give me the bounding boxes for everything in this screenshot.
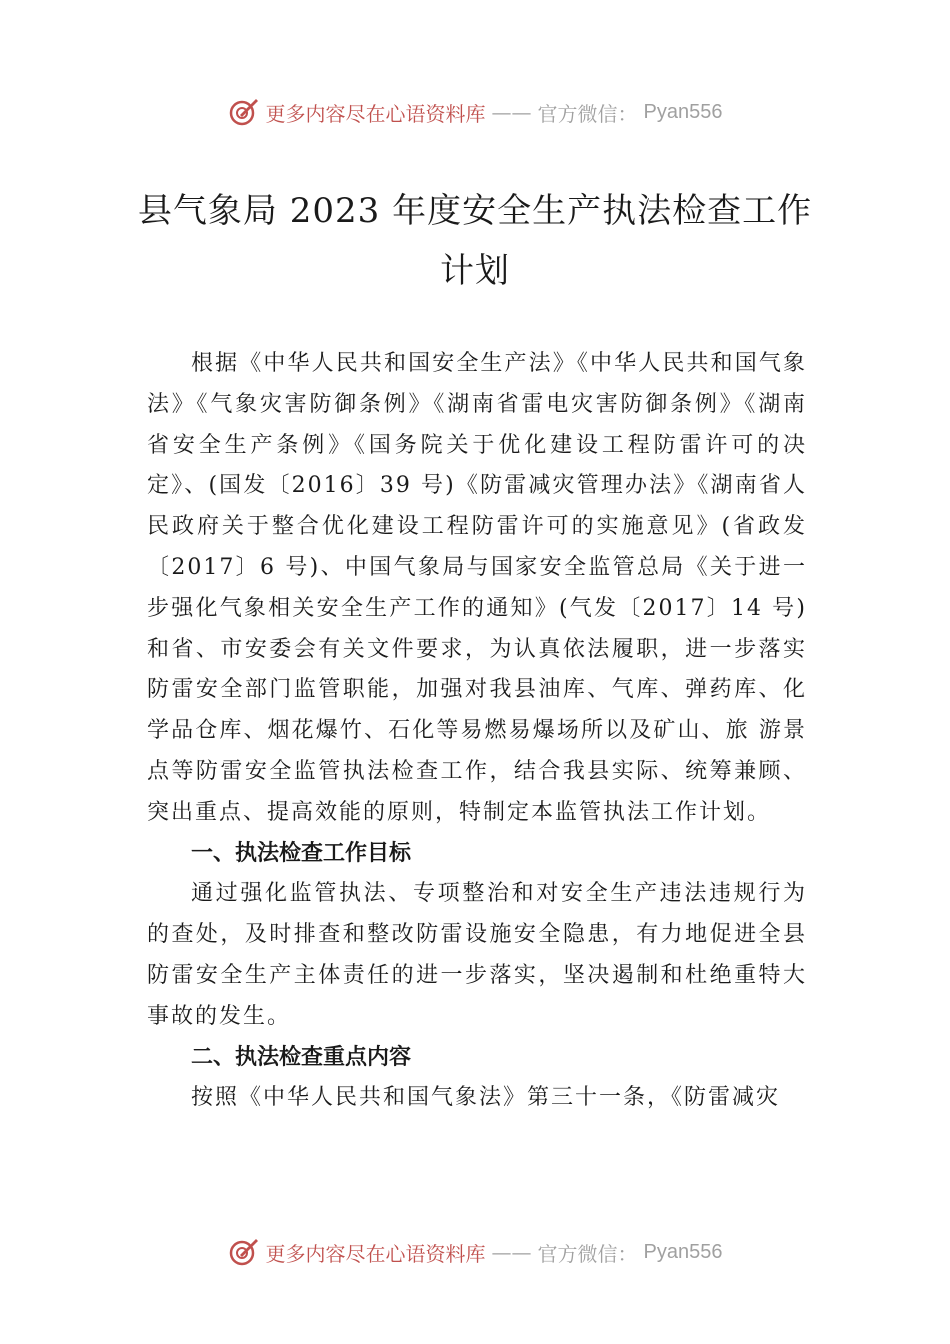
document-title bbox=[100, 181, 850, 301]
title-line-1: 县气象局 2023 年度安全生产执法检查工作 bbox=[137, 191, 813, 231]
quill-logo-icon bbox=[228, 1236, 260, 1268]
section-2-heading: 二、执法检查重点内容 bbox=[191, 1044, 412, 1070]
section-2-paragraph: 按照《中华人民共和国气象法》第三十一条，《防雷减灾 bbox=[191, 1085, 781, 1111]
watermark-site-name: 更多内容尽在心语资料库 bbox=[265, 1241, 486, 1266]
intro-paragraph: 根据《中华人民共和国安全生产法》《中华人民共和国气象法》《气象灾害防御条例》《湖南省雷电灾害防御条例》《湖南省安全生产条例》《国务院关于优化建设工程防雷许可的决定》、(国发〔2016〕39 号)《防雷减灾管理办法》《湖南省人民政府关于整合优化建设工程防雷许可的实施意见》(省政发〔2017〕6 号)、中国气象局与国家安全监管总局《关于进一步强化气象相关安全生产工作的通知》(气发〔2017〕14 号) 和省、市安委会有关文件要求，为认真依法履职，进一步落实防雷安全部门监管职能，加强对我县油库、气库、弹药库、化学品仓库、烟花爆竹、石化等易燃易爆场所以及矿山、旅 游景点等防雷安全监管执法检查工作，结合我县实际、统筹兼顾、突出重点、提高效能的原则，特制定本监管执法工作计划。 bbox=[147, 351, 807, 825]
watermark-separator: —— bbox=[491, 1240, 532, 1264]
section-1-heading: 一、执法检查工作目标 bbox=[191, 840, 412, 866]
header-watermark bbox=[0, 96, 950, 128]
title-line-2: 计划 bbox=[440, 251, 510, 291]
footer-watermark bbox=[0, 1236, 950, 1268]
quill-logo-icon bbox=[228, 96, 260, 128]
watermark-separator: —— bbox=[491, 100, 532, 124]
watermark-wechat-id: Pyan556 bbox=[643, 100, 723, 123]
section-1-paragraph: 通过强化监管执法、专项整治和对安全生产违法违规行为的查处，及时排查和整改防雷设施安全隐患，有力地促进全县防雷安全生产主体责任的进一步落实，坚决遏制和杜绝重特大事故的发生。 bbox=[147, 881, 807, 1029]
watermark-wechat-id: Pyan556 bbox=[643, 1240, 723, 1263]
document-body bbox=[147, 344, 807, 1119]
watermark-site-name: 更多内容尽在心语资料库 bbox=[265, 101, 486, 126]
watermark-wechat-label: 官方微信： bbox=[537, 101, 638, 126]
watermark-wechat-label: 官方微信： bbox=[537, 1241, 638, 1266]
